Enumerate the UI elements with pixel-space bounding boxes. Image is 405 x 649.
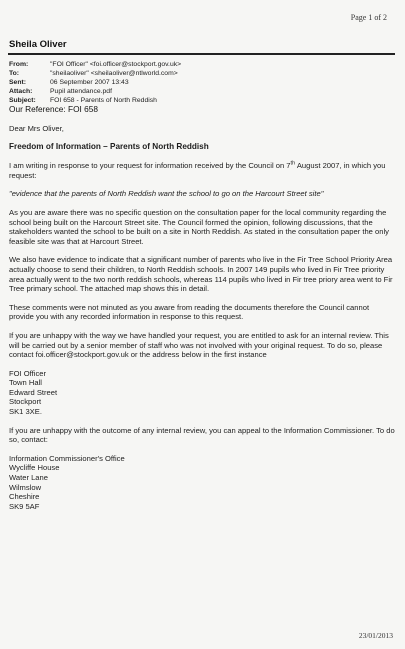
header-key: To: [9,70,20,77]
header-value: Pupil attendance.pdf [50,88,112,95]
salutation: Dear Mrs Oliver, [9,124,64,133]
address-line: Town Hall [9,378,42,388]
paragraph-minutes: These comments were not minuted as you aware from reading the documents therefore the Council cannot provide you with any recorded information in response to this request. [9,302,370,322]
header-from [9,60,181,69]
header-key: Sent: [9,79,26,86]
header-sent [9,78,181,87]
address-line: Edward Street [9,387,58,397]
address-line: FOI Officer [9,368,46,378]
header-value: 06 September 2007 13:43 [50,79,129,86]
header-value: "FOI Officer" <foi.officer@stockport.gov.uk> [50,61,182,68]
address-foi-officer [9,369,395,417]
request-quote: "evidence that the parents of North Reddish want the school to go on the Harcourt Street site" [9,189,324,199]
email-headers [9,60,181,105]
header-key: Attach: [9,88,33,95]
header-divider [8,53,395,55]
address-line: Cheshire [9,492,40,502]
address-line: Water Lane [9,473,48,483]
header-value: FOI 658 - Parents of North Reddish [50,97,157,104]
address-line: Information Commissioner's Office [9,453,125,463]
para1-superscript: th [290,160,296,167]
page-number: Page 1 of 2 [350,13,387,22]
paragraph-request [9,161,395,180]
header-value: "sheilaoliver" <sheilaoliver@ntlworld.com> [50,70,178,77]
header-key: From: [9,61,29,68]
paragraph-review: If you are unhappy with the way we have handled your request, you are entitled to ask for an internal review. This will be carried out by a senior member of staff who was not involved with your original request. To do so, please contact foi.officer@stockport.gov.uk or the address below in the first instance [9,330,389,360]
letter-title: Freedom of Information – Parents of North Reddish [9,141,209,151]
letter-body [9,124,395,520]
paragraph-evidence: We also have evidence to indicate that a significant number of parents who live in the Fir Tree School Priority Area actually choose to send their children, to North Reddish schools. In 2007 149 pupils who lived in Fir Tree priority area actually went to the two north reddish schools, whereas 114 pupils who lived in Fir tree priory area went to Fir Tree primary school. The attached map shows this in detail. [9,255,393,294]
address-line: SK1 3XE. [9,407,42,417]
header-key: Subject: [9,97,36,104]
address-line: Stockport [9,397,42,407]
address-line: Wilmslow [9,482,42,492]
address-line: Wycliffe House [9,463,60,473]
header-to [9,69,181,78]
paragraph-appeal: If you are unhappy with the outcome of any internal review, you can appeal to the Information Commissioner. To do so, contact: [9,425,395,445]
address-ico [9,454,395,512]
para1-text: I am writing in response to your request for information received by the Council on 7 [9,161,291,171]
sender-name: Sheila Oliver [9,39,67,50]
paragraph-consultation: As you are aware there was no specific question on the consultation paper for the local community regarding the school being built on the Harcourt Street site. The Council formed the opinion, following discussions, that the stakeholders wanted the school to be built on a site in North Reddish. As stated in the consultation paper the only feasible site was that at Harcourt Street. [9,207,389,246]
print-date: 23/01/2013 [358,631,393,640]
para1-text-end: August 2007, in which you request: [9,161,386,180]
address-line: SK9 5AF [9,501,40,511]
header-attach [9,87,181,96]
our-reference: Our Reference: FOI 658 [9,104,99,114]
